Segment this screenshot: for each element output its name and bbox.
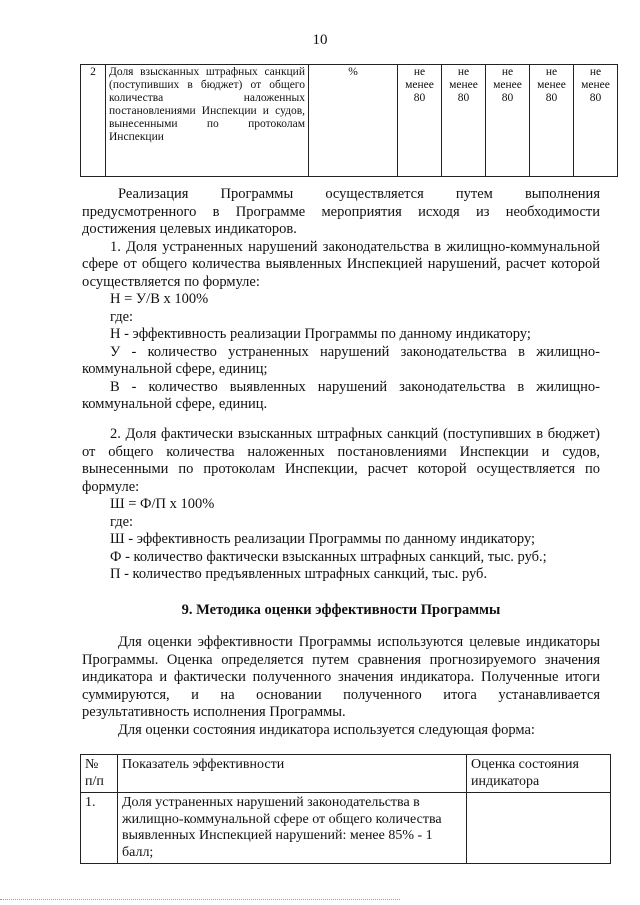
indicator-cell: Доля устраненных нарушений законодательства в жилищно-коммунальной сфере от общего количества выявленных Инспекцией нарушений: менее 85% - 1 балл;: [118, 793, 467, 864]
value-cell: не менее 80: [486, 65, 530, 177]
indicator-2-p-definition: П - количество предъявленных штрафных санкций, тыс. руб.: [110, 566, 488, 582]
indicator-table: [80, 64, 618, 177]
value-cell: не менее 80: [574, 65, 618, 177]
section-9-heading: 9. Методика оценки эффективности Программы: [181, 602, 501, 618]
table-row: [81, 793, 611, 864]
indicator-1-formula: Н = У/В х 100%: [110, 291, 209, 307]
table-row: [81, 65, 618, 177]
intro-paragraph: Реализация Программы осуществляется путем выполнения предусмотренного в Программе мероприятия исходя из необходимости достижения целевых индикаторов.: [82, 186, 600, 237]
indicator-2-sh-definition: Ш - эффективность реализации Программы по данному индикатору;: [110, 531, 536, 547]
indicator-2-paragraph: 2. Доля фактически взысканных штрафных санкций (поступивших в бюджет) от общего количества наложенных постановлениями Инспекции и судов, вынесенными по протоколам Инспекции, расчет которой осуществляется по формуле:: [82, 426, 600, 495]
indicator-1-u-definition: У - количество устраненных нарушений законодательства в жилищно-коммунальной сфере, единиц;: [82, 343, 600, 377]
section-8-indicator-2: [82, 426, 600, 584]
unit-cell: %: [309, 65, 398, 177]
evaluation-cell: [467, 793, 611, 864]
indicator-1-where: где:: [110, 308, 134, 325]
evaluation-table: [80, 754, 611, 864]
value-cell: не менее 80: [398, 65, 442, 177]
indicator-2-formula: Ш = Ф/П х 100%: [110, 496, 215, 512]
page-number: 10: [312, 32, 328, 48]
indicator-1-paragraph: 1. Доля устраненных нарушений законодательства в жилищно-коммунальной сфере от общего количества выявленных Инспекцией нарушений, расчет которой осуществляется по формуле:: [82, 238, 600, 290]
footer-divider: [0, 899, 400, 901]
indicator-2-where: где:: [110, 513, 134, 530]
header-indicator: Показатель эффективности: [118, 755, 467, 793]
methodology-paragraph: Для оценки эффективности Программы используются целевые индикаторы Программы. Оценка определяется путем сравнения прогнозируемого значения индикатора и фактически полученного значения индикатора. Полученные итоги суммируются, и на основании полученного итога устанавливается результативность исполнения Программы.: [82, 634, 600, 720]
header-number: № п/п: [81, 755, 118, 793]
indicator-name: Доля взысканных штрафных санкций (поступивших в бюджет) от общего количества наложенных постановлениями Инспекции и судов, вынесенными по протоколам Инспекции: [106, 65, 309, 177]
indicator-1-v-definition: В - количество выявленных нарушений законодательства в жилищно-коммунальной сфере, единиц.: [82, 378, 600, 412]
value-cell: не менее 80: [442, 65, 486, 177]
row-number: 1.: [81, 793, 118, 864]
indicator-1-h-definition: Н - эффективность реализации Программы по данному индикатору;: [110, 326, 531, 342]
form-intro-paragraph: Для оценки состояния индикатора используется следующая форма:: [118, 721, 535, 738]
section-9-text: [82, 634, 600, 739]
section-8-text: [82, 186, 600, 414]
header-evaluation: Оценка состояния индикатора: [467, 755, 611, 793]
indicator-2-f-definition: Ф - количество фактически взысканных штрафных санкций, тыс. руб.;: [110, 548, 547, 565]
table-header-row: [81, 755, 611, 793]
value-cell: не менее 80: [530, 65, 574, 177]
row-number: 2: [81, 65, 106, 177]
